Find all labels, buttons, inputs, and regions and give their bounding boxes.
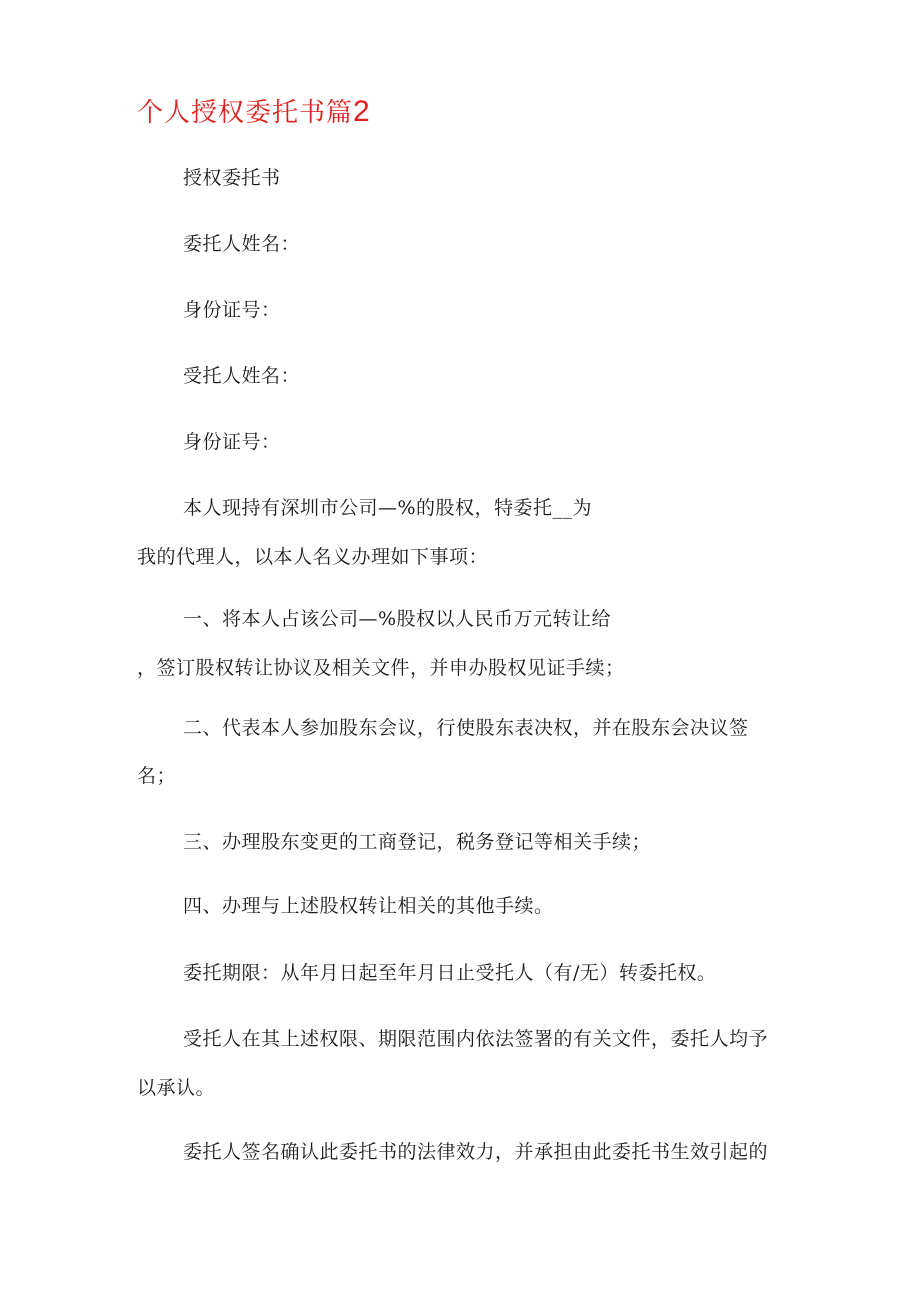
acknowledge-line-2: 以承认。 [137, 1077, 216, 1099]
item-2-line-2: 名； [137, 765, 177, 787]
signature-line: 委托人签名确认此委托书的法律效力，并承担由此委托书生效引起的 [183, 1141, 769, 1163]
statement-line-1: 本人现持有深圳市公司—%的股权，特委托__为 [183, 497, 593, 519]
heading-line: 授权委托书 [183, 167, 281, 189]
acknowledge-line-1: 受托人在其上述权限、期限范围内依法签署的有关文件，委托人均予 [183, 1028, 769, 1050]
document-title [137, 92, 371, 129]
agent-name-line: 受托人姓名： [183, 365, 301, 387]
item-4-line: 四、办理与上述股权转让相关的其他手续。 [183, 895, 554, 917]
title-text: 个人授权委托书篇 [137, 98, 354, 128]
principal-name-line: 委托人姓名： [183, 233, 301, 255]
item-3-line: 三、办理股东变更的工商登记，税务登记等相关手续； [183, 831, 652, 853]
statement-line-2: 我的代理人，以本人名义办理如下事项： [137, 546, 489, 568]
term-line: 委托期限：从年月日起至年月日止受托人（有/无）转委托权。 [183, 962, 717, 984]
title-number: 2 [353, 95, 371, 128]
item-2-line-1: 二、代表本人参加股东会议，行使股东表决权，并在股东会决议签 [183, 717, 749, 739]
agent-id-line: 身份证号： [183, 431, 281, 453]
principal-id-line: 身份证号： [183, 299, 281, 321]
item-1-line-1: 一、将本人占该公司—%股权以人民币万元转让给 [183, 608, 612, 630]
item-1-line-2: ，签订股权转让协议及相关文件，并申办股权见证手续； [137, 657, 625, 679]
